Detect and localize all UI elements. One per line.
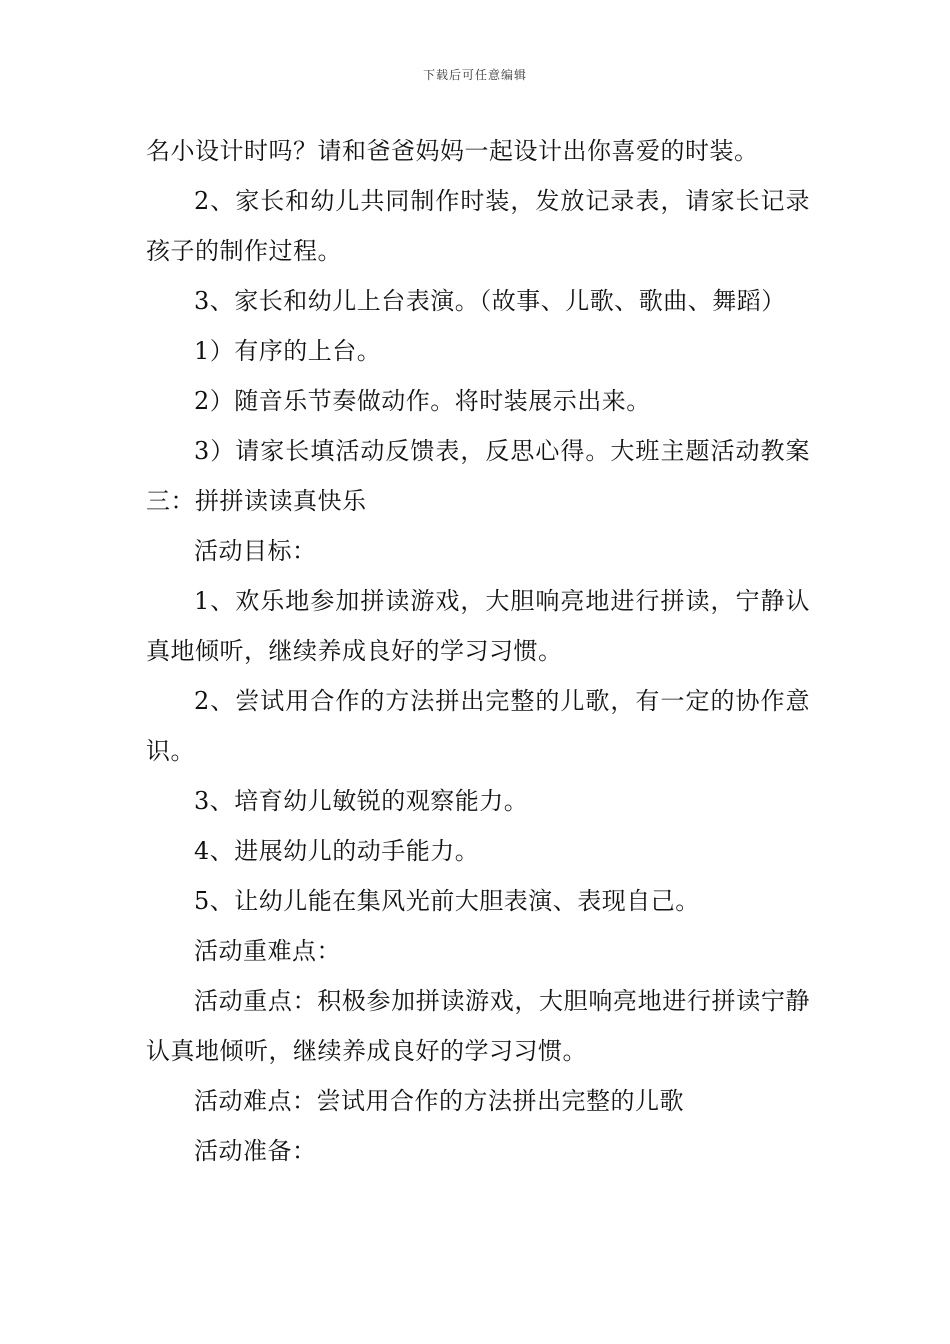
paragraph-goal-3: 3、培育幼儿敏锐的观察能力。 bbox=[194, 787, 529, 815]
paragraph-3: 3、家长和幼儿上台表演。（故事、儿歌、歌曲、舞蹈） bbox=[194, 287, 786, 315]
document-body bbox=[146, 126, 810, 1176]
paragraph-key-point: 活动重点：积极参加拼读游戏，大胆响亮地进行拼读宁静认真地倾听，继续养成良好的学习习惯。 bbox=[146, 987, 810, 1065]
section-heading-goals: 活动目标： bbox=[194, 537, 317, 565]
paragraph-2: 2、家长和幼儿共同制作时装，发放记录表，请家长记录孩子的制作过程。 bbox=[146, 187, 810, 265]
paragraph-5: 2）随音乐节奏做动作。将时装展示出来。 bbox=[194, 387, 651, 415]
paragraph-goal-2: 2、尝试用合作的方法拼出完整的儿歌，有一定的协作意识。 bbox=[146, 687, 810, 765]
section-heading-key-points: 活动重难点： bbox=[194, 937, 341, 965]
header-note: 下载后可任意编辑 bbox=[422, 68, 527, 82]
paragraph-6: 3）请家长填活动反馈表，反思心得。大班主题活动教案三：拼拼读读真快乐 bbox=[146, 437, 810, 515]
paragraph-goal-4: 4、进展幼儿的动手能力。 bbox=[194, 837, 480, 865]
paragraph-4: 1）有序的上台。 bbox=[194, 337, 382, 365]
paragraph-1: 名小设计时吗？请和爸爸妈妈一起设计出你喜爱的时装。 bbox=[146, 137, 759, 165]
paragraph-difficulty: 活动难点：尝试用合作的方法拼出完整的儿歌 bbox=[194, 1087, 684, 1115]
paragraph-goal-5: 5、让幼儿能在集风光前大胆表演、表现自己。 bbox=[194, 887, 700, 915]
section-heading-preparation: 活动准备： bbox=[194, 1137, 317, 1165]
paragraph-goal-1: 1、欢乐地参加拼读游戏，大胆响亮地进行拼读，宁静认真地倾听，继续养成良好的学习习惯。 bbox=[146, 587, 810, 665]
